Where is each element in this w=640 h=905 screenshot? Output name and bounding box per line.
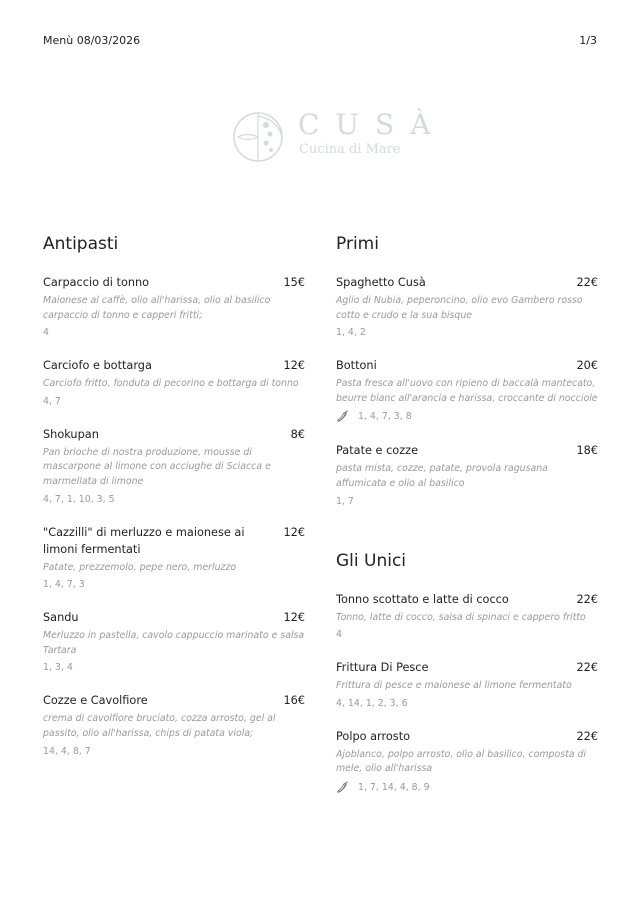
- item-allergens: [336, 496, 598, 507]
- item-price: 16€: [283, 694, 305, 708]
- item-name: Spaghetto Cusà: [336, 276, 426, 289]
- menu-item: [336, 591, 598, 641]
- item-description: Ajoblanco, polpo arrosto, olio al basilico, composta di mele, olio all'harissa: [336, 748, 587, 775]
- chili-pepper-icon: [336, 410, 349, 423]
- item-name: Carpaccio di tonno: [43, 276, 150, 289]
- item-name: Bottoni: [336, 359, 377, 373]
- item-allergens: [43, 746, 305, 757]
- menu-item: [336, 728, 598, 794]
- item-allergens: [43, 396, 305, 407]
- column-right: [336, 234, 598, 813]
- allergen-codes: 4, 14, 1, 2, 3, 6: [336, 697, 408, 709]
- allergen-codes: 1, 4, 7, 3, 8: [358, 411, 412, 423]
- item-price: 12€: [283, 525, 305, 539]
- item-name: Sandu: [43, 611, 79, 625]
- item-description: Merluzzo in pastella, cavolo cappuccio marinato e salsa Tartara: [43, 630, 305, 656]
- allergen-codes: 1, 4, 7, 3: [43, 579, 85, 591]
- item-name: Carciofo e bottarga: [43, 359, 152, 373]
- item-description: Tonno, latte di cocco, salsa di spinaci e cappero fritto: [336, 611, 586, 623]
- section-title-antipasti: Antipasti: [43, 234, 119, 254]
- item-description: pasta mista, cozze, patate, provola ragusana affumicata e olio al basilico: [336, 463, 548, 489]
- item-price: 22€: [576, 729, 598, 743]
- item-price: 20€: [576, 359, 598, 373]
- item-description: Carciofo fritto, fonduta di pecorino e bottarga di tonno: [43, 378, 299, 390]
- item-price: 15€: [283, 276, 305, 289]
- menu-item: [43, 524, 305, 591]
- column-left: [43, 234, 305, 776]
- item-price: 22€: [576, 661, 598, 675]
- item-allergens: [336, 781, 598, 794]
- menu-item: [336, 357, 598, 423]
- item-description: Aglio di Nubia, peperoncino, olio evo Gambero rosso cotto e crudo e la sua bisque: [336, 295, 583, 321]
- page-number: 1/3: [579, 34, 597, 47]
- item-description: Pan brioche di nostra produzione, mousse di mascarpone al limone con acciughe di Sciacca e marmellata di limone: [43, 446, 271, 487]
- item-description: Pasta fresca all'uovo con ripieno di baccalà mantecato, beurre blanc all'arancia e harissa, croccante di nocciole: [336, 378, 598, 404]
- item-price: 8€: [290, 427, 305, 441]
- item-name: Patate e cozze: [336, 444, 419, 458]
- item-name: Tonno scottato e latte di cocco: [336, 592, 509, 606]
- item-price: 22€: [576, 276, 598, 289]
- section-title-primi: Primi: [336, 234, 379, 254]
- menu-item: [336, 274, 598, 338]
- item-description: Maionese al caffè, olio all'harissa, olio al basilico carpaccio di tonno e capperi fritti;: [43, 295, 271, 321]
- item-allergens: [43, 494, 305, 505]
- allergen-codes: 1, 3, 4: [43, 662, 73, 674]
- menu-item: [43, 692, 305, 756]
- menu-item: [336, 442, 598, 506]
- item-name: Polpo arrosto: [336, 729, 411, 743]
- allergen-codes: 4, 7: [43, 395, 61, 407]
- item-description: Frittura di pesce e maionese al limone fermentato: [336, 680, 572, 692]
- item-name: Frittura Di Pesce: [336, 661, 429, 675]
- allergen-codes: 1, 7: [336, 495, 354, 507]
- allergen-codes: 4, 7, 1, 10, 3, 5: [43, 493, 115, 505]
- item-allergens: [43, 662, 305, 673]
- menu-item: [43, 357, 305, 407]
- item-price: 18€: [576, 444, 598, 458]
- item-name: Shokupan: [43, 427, 99, 441]
- item-price: 22€: [576, 592, 598, 606]
- menu-item: [43, 609, 305, 673]
- item-allergens: [43, 579, 305, 590]
- item-allergens: [336, 410, 598, 423]
- logo-emblem-icon: [230, 106, 288, 166]
- allergen-codes: 4: [336, 629, 342, 641]
- chili-pepper-icon: [336, 781, 349, 794]
- item-allergens: [336, 629, 598, 640]
- item-name: "Cazzilli" di merluzzo e maionese ai limoni fermentati: [43, 525, 245, 556]
- item-description: crema di cavolfiore bruciato, cozza arrosto, gel al passito, olio all'harissa, chips di patata viola;: [43, 713, 276, 739]
- allergen-codes: 14, 4, 8, 7: [43, 745, 91, 757]
- logo-subtitle: Cucina di Mare: [299, 142, 401, 157]
- item-description: Patate, prezzemolo, pepe nero, merluzzo: [43, 561, 237, 573]
- item-price: 12€: [283, 359, 305, 373]
- menu-date: Menù 08/03/2026: [43, 34, 141, 47]
- menu-item: [336, 659, 598, 709]
- menu-item: [43, 426, 305, 505]
- restaurant-logo: [228, 104, 447, 168]
- item-name: Cozze e Cavolfiore: [43, 694, 148, 708]
- item-price: 12€: [283, 611, 305, 625]
- item-allergens: [336, 698, 598, 709]
- allergen-codes: 1, 4, 2: [336, 327, 366, 339]
- menu-item: [43, 274, 305, 338]
- allergen-codes: 1, 7, 14, 4, 8, 9: [358, 781, 430, 793]
- allergen-codes: 4: [43, 327, 49, 339]
- item-allergens: [43, 327, 305, 338]
- item-allergens: [336, 327, 598, 338]
- logo-title: CUSÀ: [298, 108, 447, 141]
- section-title-unici: Gli Unici: [336, 550, 407, 571]
